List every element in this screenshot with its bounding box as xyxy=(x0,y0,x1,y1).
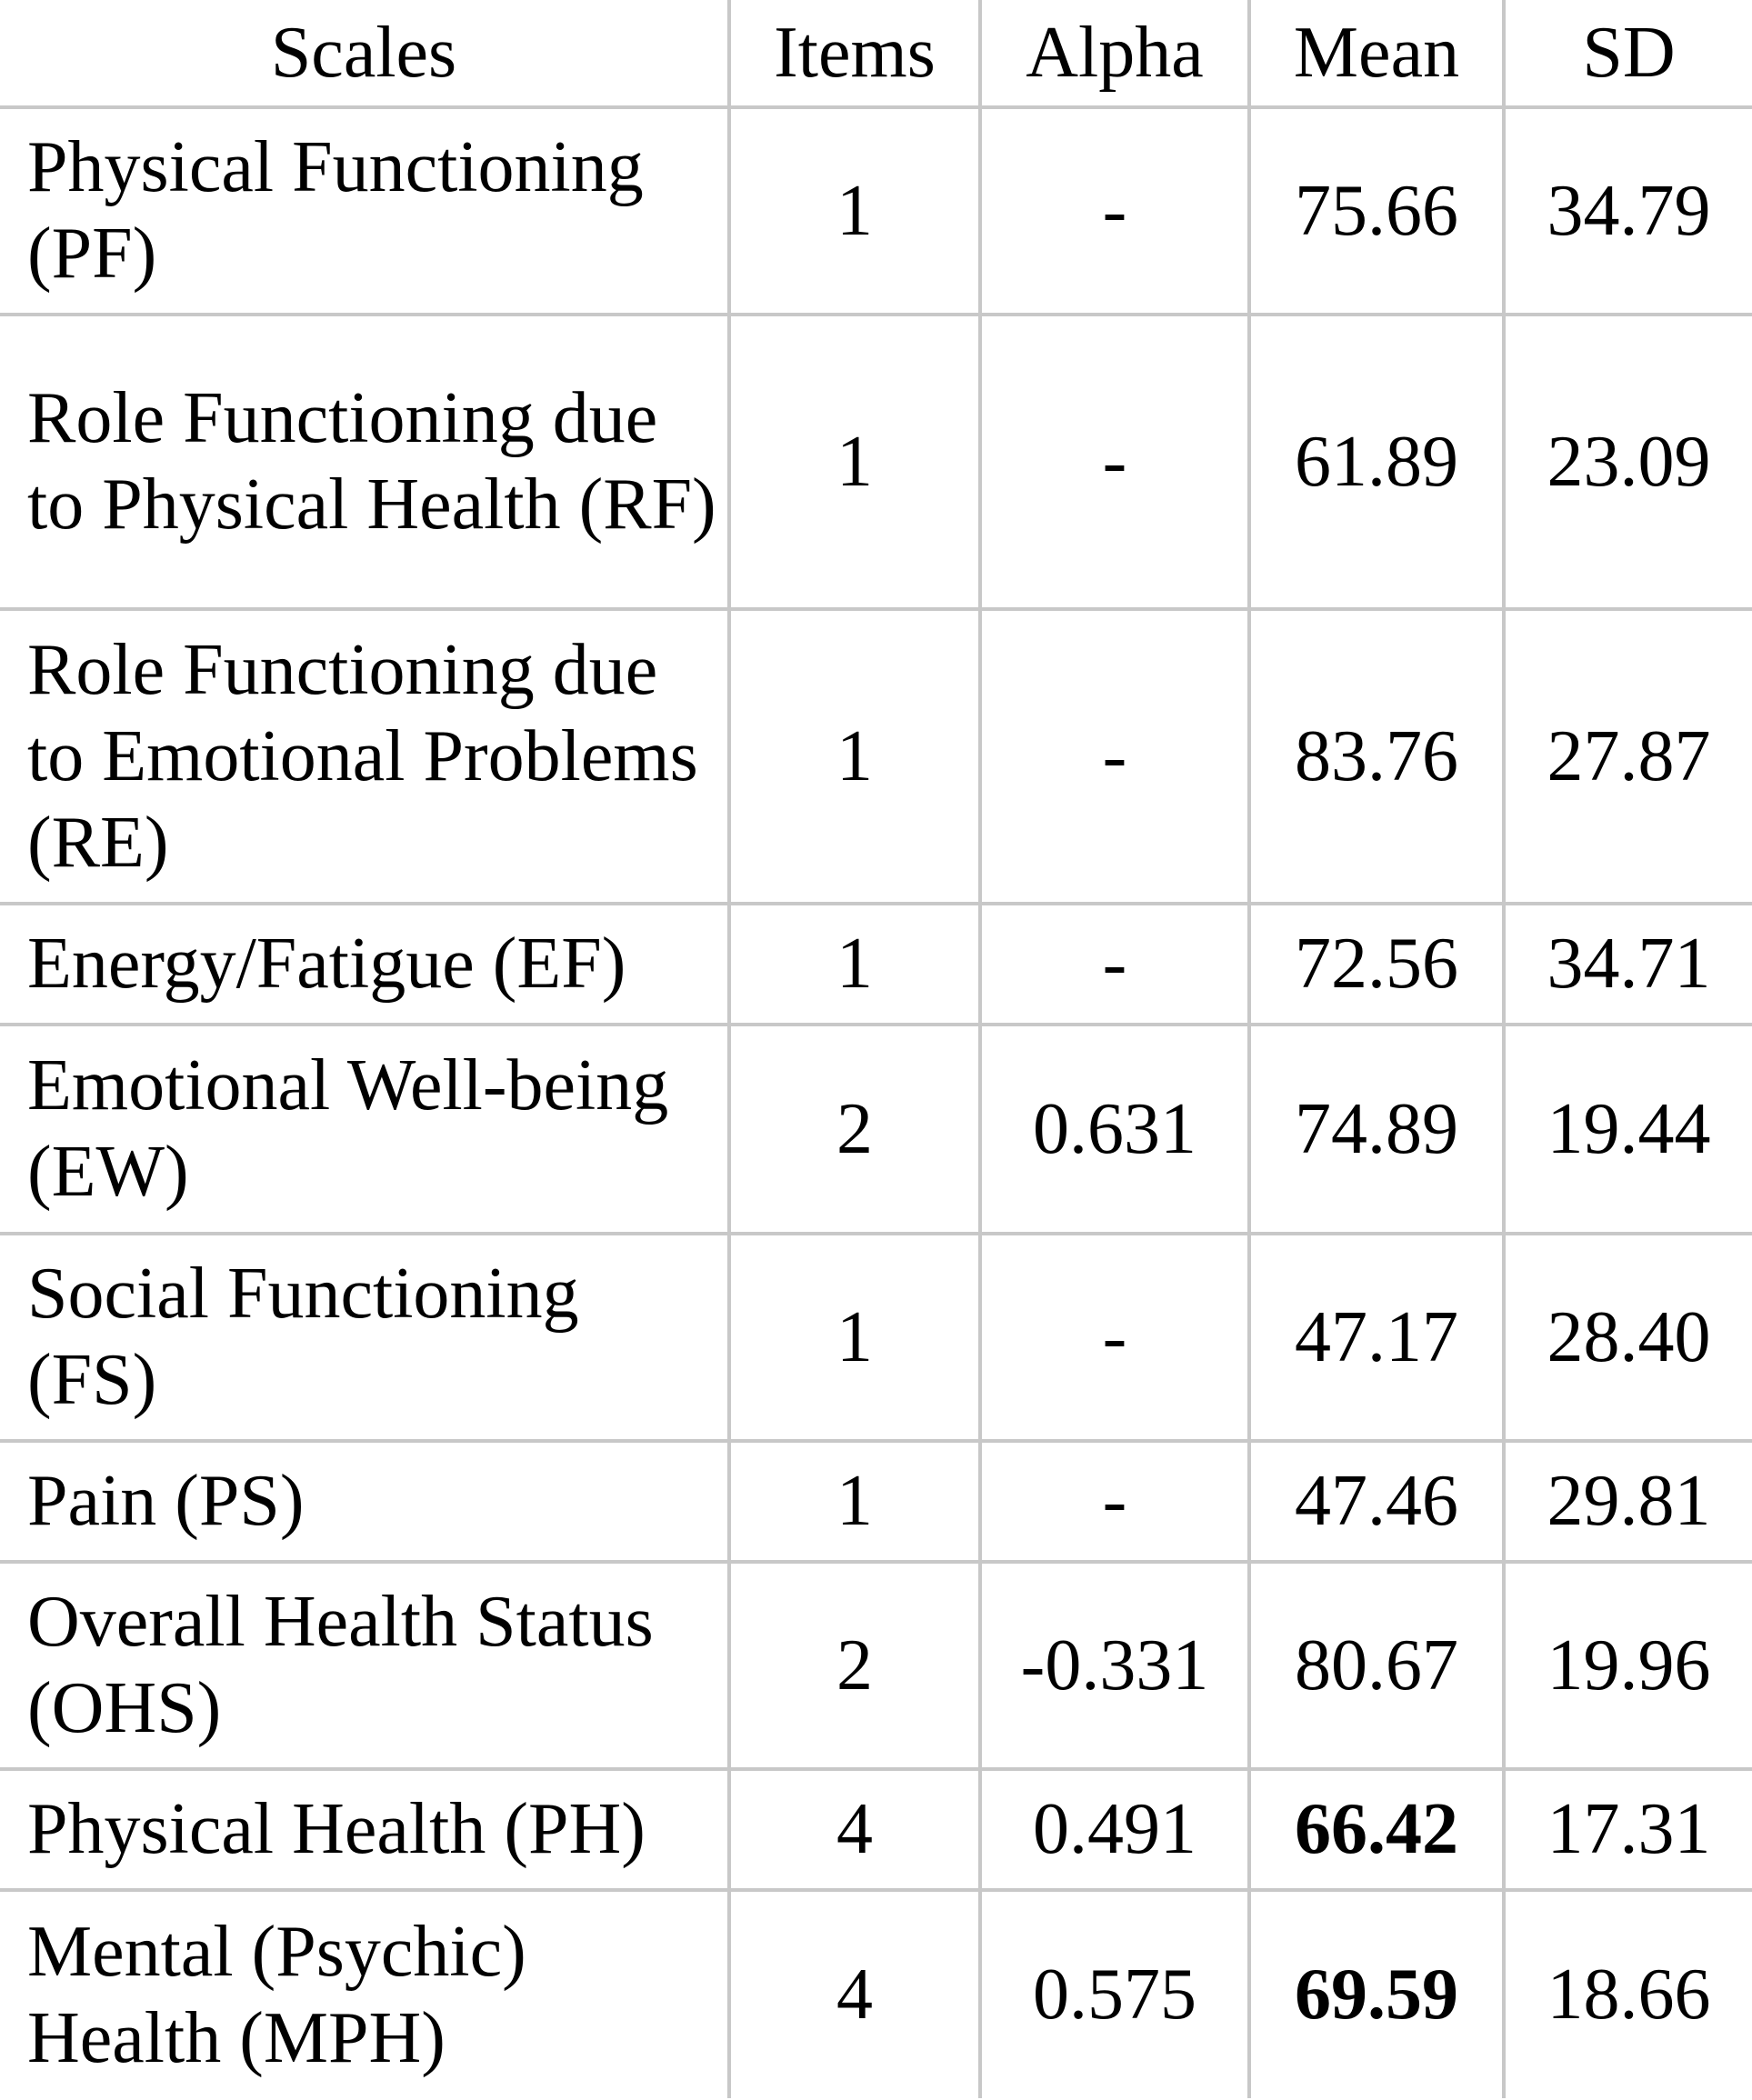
mean-cell: 69.59 xyxy=(1249,1890,1504,2098)
items-cell: 1 xyxy=(729,904,980,1025)
header-items: Items xyxy=(729,0,980,107)
mean-cell: 47.46 xyxy=(1249,1441,1504,1562)
sd-cell: 17.31 xyxy=(1504,1769,1752,1890)
items-cell: 1 xyxy=(729,107,980,315)
scale-cell: Pain (PS) xyxy=(0,1441,729,1562)
table-row xyxy=(0,107,1752,315)
items-cell: 4 xyxy=(729,1890,980,2098)
table-row xyxy=(0,1769,1752,1890)
alpha-cell: - xyxy=(980,1441,1249,1562)
items-cell: 1 xyxy=(729,609,980,904)
mean-cell: 47.17 xyxy=(1249,1234,1504,1441)
scale-cell: Role Functioning due to Emotional Problems (RE) xyxy=(0,609,729,904)
table-row xyxy=(0,1234,1752,1441)
mean-cell: 80.67 xyxy=(1249,1562,1504,1769)
items-cell: 1 xyxy=(729,1234,980,1441)
sd-cell: 19.44 xyxy=(1504,1025,1752,1234)
items-cell: 2 xyxy=(729,1562,980,1769)
alpha-cell: - xyxy=(980,107,1249,315)
alpha-cell: - xyxy=(980,609,1249,904)
table-row xyxy=(0,1441,1752,1562)
alpha-cell: 0.575 xyxy=(980,1890,1249,2098)
table-row xyxy=(0,1890,1752,2098)
header-row xyxy=(0,0,1752,107)
table-row xyxy=(0,315,1752,609)
header-sd: SD xyxy=(1504,0,1752,107)
scale-cell: Role Functioning due to Physical Health (RF) xyxy=(0,315,729,609)
header-alpha: Alpha xyxy=(980,0,1249,107)
mean-cell: 61.89 xyxy=(1249,315,1504,609)
table-row xyxy=(0,904,1752,1025)
scale-cell: Overall Health Status (OHS) xyxy=(0,1562,729,1769)
items-cell: 2 xyxy=(729,1025,980,1234)
scale-cell: Social Functioning (FS) xyxy=(0,1234,729,1441)
alpha-cell: 0.631 xyxy=(980,1025,1249,1234)
sd-cell: 28.40 xyxy=(1504,1234,1752,1441)
scale-cell: Energy/Fatigue (EF) xyxy=(0,904,729,1025)
mean-cell: 74.89 xyxy=(1249,1025,1504,1234)
mean-cell: 72.56 xyxy=(1249,904,1504,1025)
header-scales: Scales xyxy=(0,0,729,107)
sd-cell: 23.09 xyxy=(1504,315,1752,609)
alpha-value: -0.331 xyxy=(1020,1625,1209,1705)
table-row xyxy=(0,609,1752,904)
items-cell: 4 xyxy=(729,1769,980,1890)
sd-cell: 34.71 xyxy=(1504,904,1752,1025)
scale-cell: Physical Health (PH) xyxy=(0,1769,729,1890)
mean-cell: 83.76 xyxy=(1249,609,1504,904)
alpha-cell: - xyxy=(980,315,1249,609)
sd-cell: 34.79 xyxy=(1504,107,1752,315)
items-cell: 1 xyxy=(729,1441,980,1562)
table-row xyxy=(0,1025,1752,1234)
alpha-cell xyxy=(980,1562,1249,1769)
alpha-cell: 0.491 xyxy=(980,1769,1249,1890)
mean-cell: 75.66 xyxy=(1249,107,1504,315)
mean-cell: 66.42 xyxy=(1249,1769,1504,1890)
sd-cell: 27.87 xyxy=(1504,609,1752,904)
items-cell: 1 xyxy=(729,315,980,609)
scale-cell: Emotional Well-being (EW) xyxy=(0,1025,729,1234)
sd-cell: 29.81 xyxy=(1504,1441,1752,1562)
alpha-cell: - xyxy=(980,1234,1249,1441)
table-row xyxy=(0,1562,1752,1769)
alpha-cell: - xyxy=(980,904,1249,1025)
header-mean: Mean xyxy=(1249,0,1504,107)
sd-cell: 18.66 xyxy=(1504,1890,1752,2098)
sd-cell: 19.96 xyxy=(1504,1562,1752,1769)
scale-cell: Physical Functioning (PF) xyxy=(0,107,729,315)
scale-cell: Mental (Psychic) Health (MPH) xyxy=(0,1890,729,2098)
